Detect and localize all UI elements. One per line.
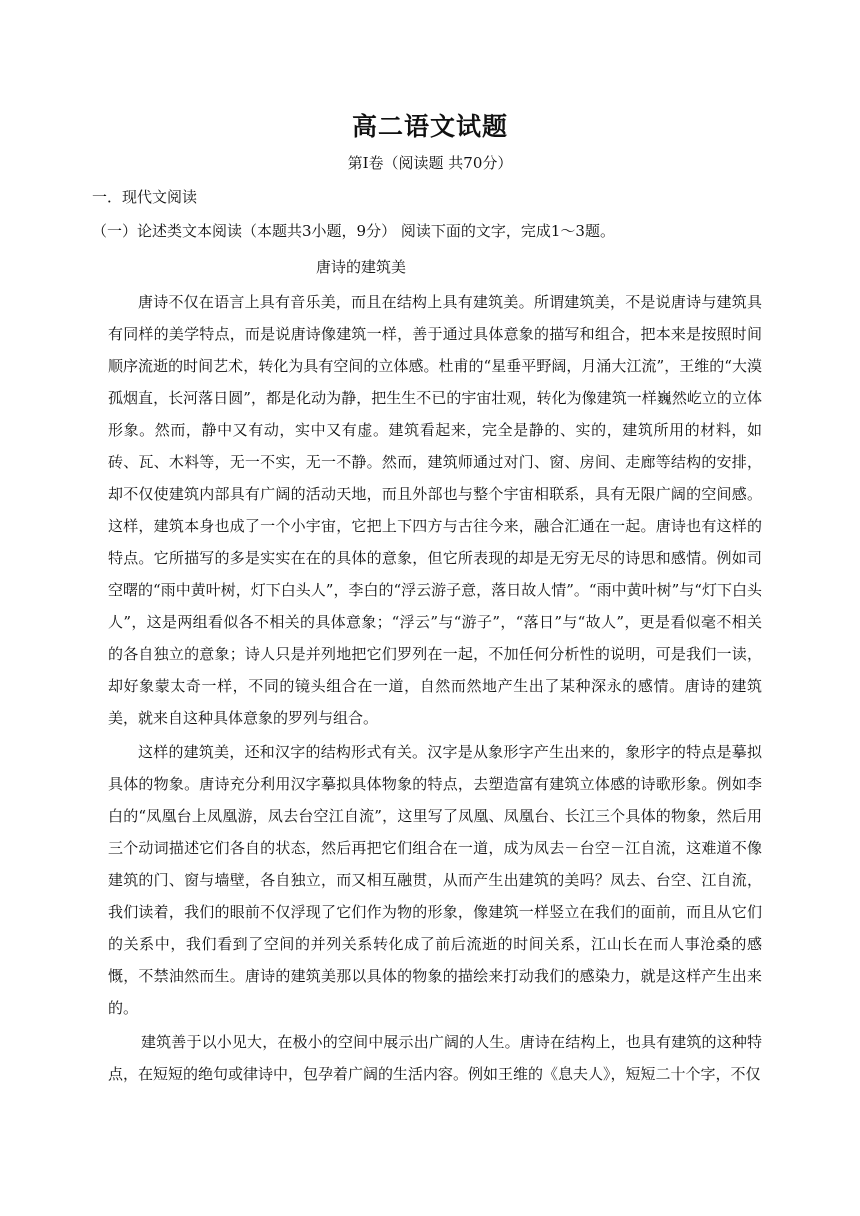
paragraph-1: 唐诗不仅在语言上具有音乐美，而且在结构上具有建筑美。所谓建筑美，不是说唐诗与建筑具有同样的美学特点，而是说唐诗像建筑一样，善于通过具体意象的描写和组合，把本来是按照时间顺序流逝的时间艺术，转化为具有空间的立体感。杜甫的“星垂平野阔，月涌大江流”，王维的“大漠孤烟直，长河落日圆”，都是化动为静，把生生不已的宇宙壮观，转化为像建筑一样巍然屹立的立体形象。然而，静中又有动，实中又有虚。建筑看起来，完全是静的、实的，建筑所用的材料，如砖、瓦、木料等，无一不实，无一不静。然而，建筑师通过对门、窗、房间、走廊等结构的安排，却不仅使建筑内部具有广阔的活动天地，而且外部也与整个宇宙相联系，具有无限广阔的空间感。这样，建筑本身也成了一个小宇宙，它把上下四方与古往今来，融合汇通在一起。唐诗也有这样的特点。它所描写的多是实实在在的具体的意象，但它所表现的却是无穷无尽的诗思和感情。例如司空曙的“雨中黄叶树，灯下白头人”，李白的“浮云游子意，落日故人情”。“雨中黄叶树”与“灯下白头人”，这是两组看似各不相关的具体意象；“浮云”与“游子”，“落日”与“故人”，更是看似毫不相关的各自独立的意象；诗人只是并列地把它们罗列在一起，不加任何分析性的说明，可是我们一读，却好象蒙太奇一样，不同的镜头组合在一道，自然而然地产生出了某种深永的感情。唐诗的建筑美，就来自这种具体意象的罗列与组合。 <box>108 293 762 727</box>
article-title: 唐诗的建筑美 <box>316 258 407 276</box>
exam-subtitle: 第Ⅰ卷（阅读题 共70分） <box>347 154 513 172</box>
section-heading: 一．现代文阅读 <box>92 188 198 206</box>
exam-title: 高二语文试题 <box>351 112 508 141</box>
article-body <box>108 286 762 1090</box>
paragraph-3: 建筑善于以小见大，在极小的空间中展示出广阔的人生。唐诗在结构上，也具有建筑的这种特点，在短短的绝句或律诗中，包孕着广阔的生活内容。例如王维的《息夫人》，短短二十个字，不仅 <box>108 1033 762 1083</box>
sub-heading: （一）论述类文本阅读（本题共3小题，9分） 阅读下面的文字，完成1～3题。 <box>92 222 615 240</box>
paragraph-2: 这样的建筑美，还和汉字的结构形式有关。汉字是从象形字产生出来的，象形字的特点是摹拟具体的物象。唐诗充分利用汉字摹拟具体物象的特点，去塑造富有建筑立体感的诗歌形象。例如李白的“凤凰台上凤凰游，凤去台空江自流”，这里写了凤凰、凤凰台、长江三个具体的物象，然后用三个动词描述它们各自的状态，然后再把它们组合在一道，成为凤去－台空－江自流，这难道不像建筑的门、窗与墙壁，各自独立，而又相互融贯，从而产生出建筑的美吗？凤去、台空、江自流，我们读着，我们的眼前不仅浮现了它们作为物的形象，像建筑一样竖立在我们的面前，而且从它们的关系中，我们看到了空间的并列关系转化成了前后流逝的时间关系，江山长在而人事沧桑的感慨，不禁油然而生。唐诗的建筑美那以具体的物象的描绘来打动我们的感染力，就是这样产生出来的。 <box>108 743 762 1017</box>
